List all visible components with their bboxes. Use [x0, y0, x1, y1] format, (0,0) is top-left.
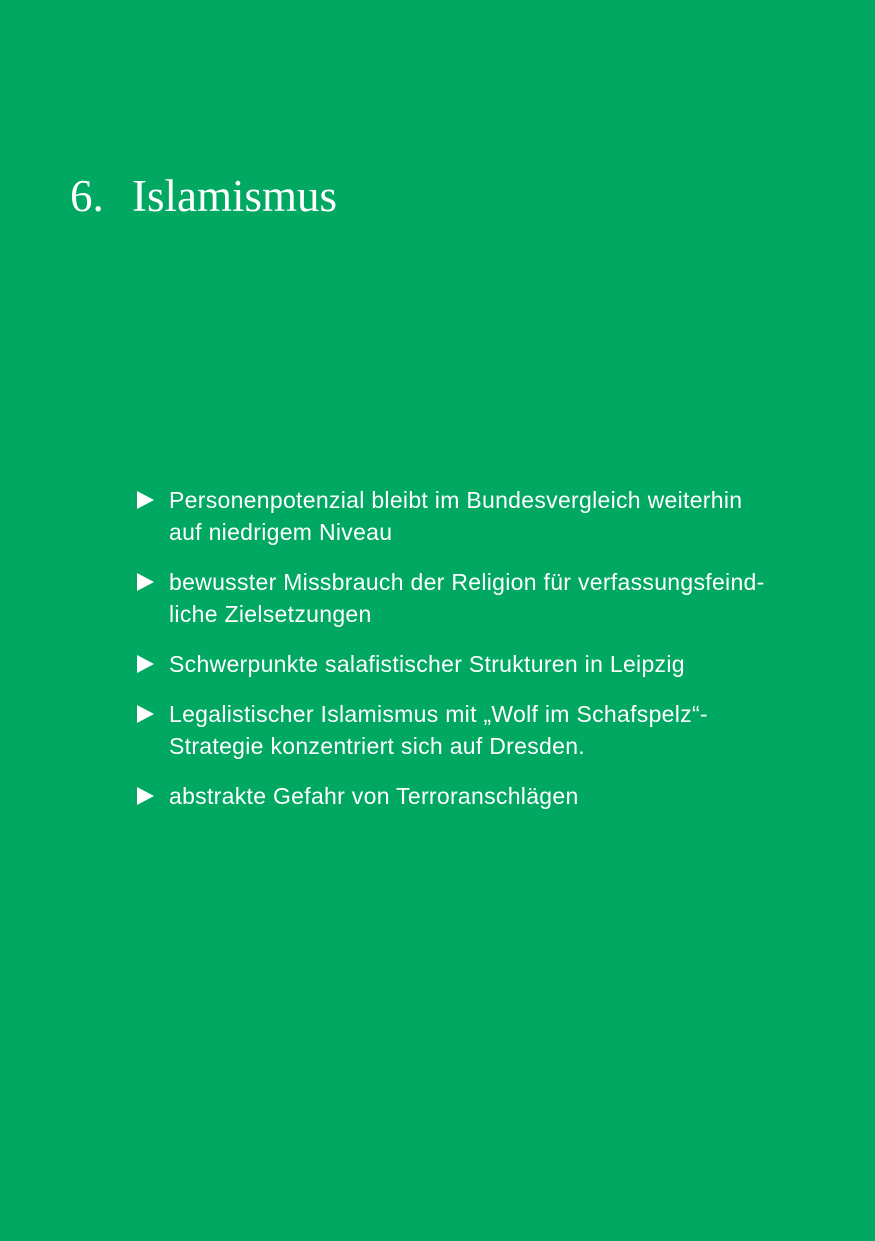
- page-title: [70, 168, 337, 224]
- list-item-text: abstrakte Gefahr von Terroranschlägen: [169, 783, 579, 809]
- triangle-right-icon: [135, 572, 155, 592]
- summary-list: [135, 484, 805, 830]
- list-item-text: Personenpotenzial bleibt im Bundesvergleich weiterhin: [169, 487, 743, 513]
- triangle-right-icon: [135, 786, 155, 806]
- list-item: [135, 566, 805, 630]
- list-item-text: bewusster Missbrauch der Religion für verfassungsfeind-: [169, 569, 765, 595]
- list-item: [135, 484, 805, 548]
- chapter-title: Islamismus: [132, 171, 338, 221]
- list-item-text: Legalistischer Islamismus mit „Wolf im Schafspelz“-: [169, 701, 708, 727]
- list-item-text: Schwerpunkte salafistischer Strukturen in Leipzig: [169, 651, 685, 677]
- chapter-number: 6.: [70, 171, 104, 221]
- triangle-right-icon: [135, 490, 155, 510]
- list-item: [135, 780, 805, 812]
- list-item: [135, 648, 805, 680]
- list-item-text: auf niedrigem Niveau: [169, 519, 393, 545]
- triangle-right-icon: [135, 704, 155, 724]
- list-item-text: Strategie konzentriert sich auf Dresden.: [169, 733, 585, 759]
- list-item: [135, 698, 805, 762]
- list-item-text: liche Zielsetzungen: [169, 601, 372, 627]
- triangle-right-icon: [135, 654, 155, 674]
